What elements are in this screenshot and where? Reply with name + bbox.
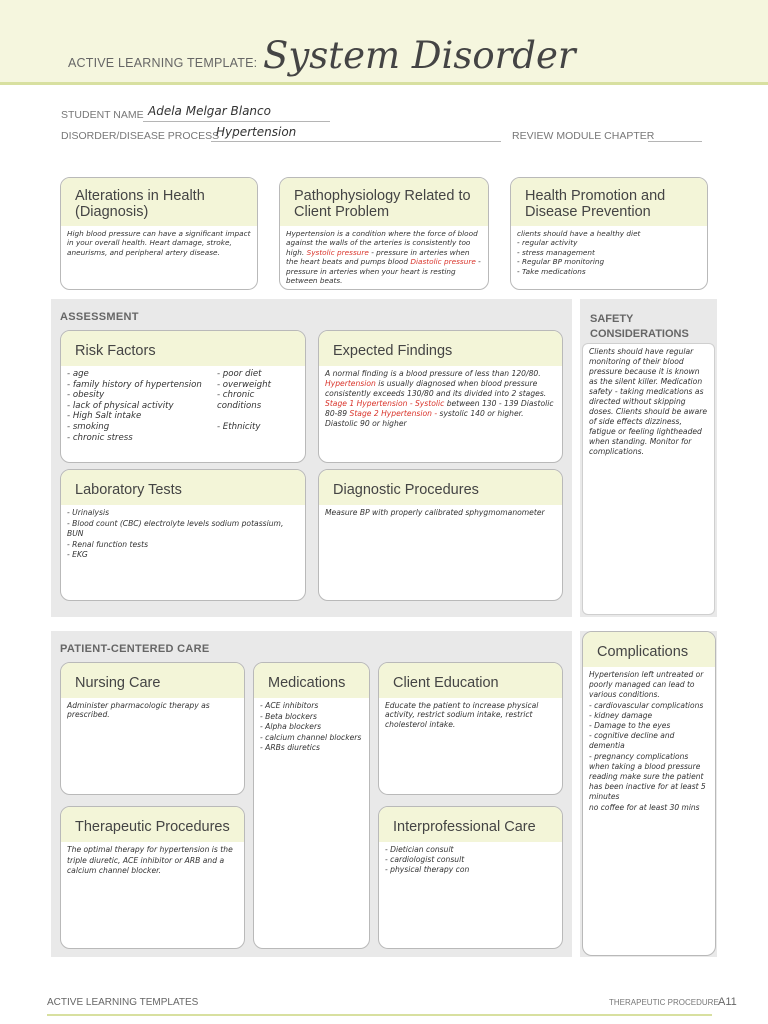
list-item: - cardiologist consult (385, 855, 465, 864)
list-item: - Damage to the eyes (589, 721, 671, 731)
student-name-value: Adela Melgar Blanco (148, 104, 271, 118)
list-item: clients should have a healthy diet (517, 229, 641, 238)
footer-right: THERAPEUTIC PROCEDURE (609, 998, 719, 1007)
template-label: ACTIVE LEARNING TEMPLATE: (68, 56, 258, 70)
list-item: - Ethnicity (216, 421, 261, 432)
pathophysiology-title: Pathophysiology Related to Client Problem (280, 178, 488, 226)
list-item: - EKG (67, 550, 88, 559)
list-item: no coffee for at least 30 mins (589, 802, 700, 812)
alterations-title: Alterations in Health (Diagnosis) (61, 178, 257, 226)
list-item: Hypertension left untreated or poorly managed can lead to various conditions. (589, 670, 704, 700)
assessment-title: ASSESSMENT (60, 311, 139, 323)
list-item: - chronic conditions (216, 390, 262, 411)
list-item: - pregnancy complications (589, 751, 689, 761)
stage2-text: systolic 140 or higher. (439, 409, 524, 418)
interprofessional-care-card (378, 806, 563, 949)
therapeutic-procedures-card (60, 806, 245, 949)
diastolic-label: Diastolic pressure (410, 257, 476, 267)
stage1-text: between 130 - 139 (446, 399, 519, 408)
list-item: - ACE inhibitors (260, 701, 319, 710)
review-module-line (648, 141, 702, 142)
health-promotion-card (510, 177, 708, 290)
safety-title (590, 312, 689, 342)
list-item: - obesity (67, 390, 105, 401)
list-item: - smoking (67, 421, 110, 432)
list-item: - calcium channel blockers (260, 732, 362, 742)
interprofessional-care-title: Interprofessional Care (379, 807, 562, 842)
medications-title: Medications (254, 663, 369, 698)
client-education-card (378, 662, 563, 795)
list-item: - Urinalysis (67, 508, 110, 517)
list-item: - regular activity (517, 238, 578, 248)
list-item: - Alpha blockers (260, 722, 322, 731)
footer-left: ACTIVE LEARNING TEMPLATES (47, 997, 199, 1008)
laboratory-tests-title: Laboratory Tests (61, 470, 305, 505)
hypertension-word: Hypertension (325, 379, 376, 388)
expected-findings-body (319, 366, 562, 432)
safety-title-line-2: CONSIDERATIONS (590, 328, 689, 340)
list-item: - Beta blockers (260, 711, 317, 721)
list-item: - High Salt intake (67, 411, 142, 422)
patient-care-title: PATIENT-CENTERED CARE (60, 643, 210, 655)
client-education-title: Client Education (379, 663, 562, 698)
diagnostic-procedures-title: Diagnostic Procedures (319, 470, 562, 505)
template-title: System Disorder (263, 34, 576, 77)
list-item: - Renal function tests (67, 539, 149, 549)
list-item: - kidney damage (589, 710, 653, 720)
list-item: - Blood count (CBC) electrolyte levels sodium potassium, BUN (67, 518, 284, 538)
student-name-label: STUDENT NAME (61, 109, 144, 121)
stage1-label: Stage 1 Hypertension - Systolic (325, 399, 445, 408)
list-item: - Dietician consult (385, 845, 454, 854)
footer-page-number: A11 (718, 996, 737, 1008)
findings-line-1: A normal finding is a blood pressure of less than 120/80. (325, 369, 541, 378)
risk-factors-card (60, 330, 306, 463)
findings-line-2: is usually diagnosed when blood pressure consistently exceeds 130/80 and its divided into 2 stages. (325, 379, 547, 398)
patho-text-3: - pressure in arteries when your heart is resting between beats. (286, 257, 481, 286)
medications-list (254, 698, 369, 757)
alterations-card (60, 177, 258, 290)
diagnostic-procedures-body: Measure BP with properly calibrated sphygmomanometer (325, 508, 545, 517)
nursing-care-body: Administer pharmacologic therapy as prescribed. (67, 701, 210, 720)
student-name-line (143, 121, 330, 122)
list-item: - Regular BP monitoring (517, 257, 605, 267)
list-item: - cardiovascular complications (589, 700, 704, 710)
health-promotion-list (511, 226, 707, 279)
list-item: - overweight (216, 379, 271, 390)
laboratory-tests-card (60, 469, 306, 601)
list-item: when taking a blood pressure reading make sure the patient has been inactive for at least 5 minutes (589, 761, 706, 802)
systolic-label: Systolic pressure (306, 247, 369, 257)
list-item: - physical therapy con (385, 865, 470, 874)
list-item: - cognitive decline and dementia (589, 731, 675, 751)
list-item (217, 411, 299, 422)
complications-card (582, 631, 716, 956)
patho-text-2: - pressure in arteries when the heart beats and pumps blood (286, 247, 470, 267)
disorder-line (211, 141, 501, 142)
list-item: - Take medications (517, 266, 586, 276)
list-item: - stress management (517, 247, 595, 257)
laboratory-tests-list (61, 505, 305, 564)
diagnostic-procedures-card (318, 469, 563, 601)
list-item: - lack of physical activity (67, 400, 174, 411)
disorder-value: Hypertension (216, 125, 297, 139)
expected-findings-title: Expected Findings (319, 331, 562, 366)
pathophysiology-body (280, 226, 488, 288)
stage2-label: Stage 2 Hypertension - (349, 409, 438, 418)
list-item: - family history of hypertension (67, 379, 202, 390)
list-item: - ARBs diuretics (260, 743, 320, 752)
client-education-body: Educate the patient to increase physical activity, restrict sodium intake, restrict cholesterol intake. (385, 701, 539, 729)
expected-findings-card (318, 330, 563, 463)
nursing-care-title: Nursing Care (61, 663, 244, 698)
list-item: - age (67, 369, 89, 379)
nursing-care-card (60, 662, 245, 795)
therapeutic-procedures-title: Therapeutic Procedures (61, 807, 244, 842)
review-module-label: REVIEW MODULE CHAPTER (512, 130, 655, 142)
therapeutic-procedures-body: The optimal therapy for hypertension is the triple diuretic, ACE inhibitor or ARB and a calcium channel blocker. (67, 845, 233, 875)
complications-title: Complications (583, 632, 715, 667)
stage2-diastolic: Diastolic 90 or higher (325, 419, 407, 428)
safety-title-line-1: SAFETY (590, 313, 634, 325)
health-promotion-title: Health Promotion and Disease Prevention (511, 178, 707, 226)
disorder-label: DISORDER/DISEASE PROCESS (61, 130, 220, 142)
footer-divider (47, 1014, 712, 1016)
alterations-body: High blood pressure can have a significant impact in your overall health. Heart damage, stroke, aneurisms, and peripheral artery disease. (67, 229, 251, 257)
complications-list (583, 667, 715, 816)
medications-card (253, 662, 370, 949)
risk-factors-body (61, 366, 305, 446)
stage1-diastolic: Diastolic 80-89 (325, 399, 554, 418)
patho-text-1: Hypertension is a condition where the force of blood against the walls of the arteries is consistently too high. (286, 229, 478, 257)
safety-card (582, 343, 715, 615)
interprofessional-care-list (379, 842, 562, 878)
safety-body: Clients should have regular monitoring of their blood pressure because it is known as the silent killer. Medication safety - taking medications as directed without skipping doses. Clients should be aware of side effects dizziness, fatigue or feeling lightheaded when standing. Monitor for complications. (589, 347, 708, 456)
list-item: - chronic stress (67, 432, 133, 443)
pathophysiology-card (279, 177, 489, 290)
list-item: - poor diet (216, 369, 262, 379)
risk-factors-title: Risk Factors (61, 331, 305, 366)
